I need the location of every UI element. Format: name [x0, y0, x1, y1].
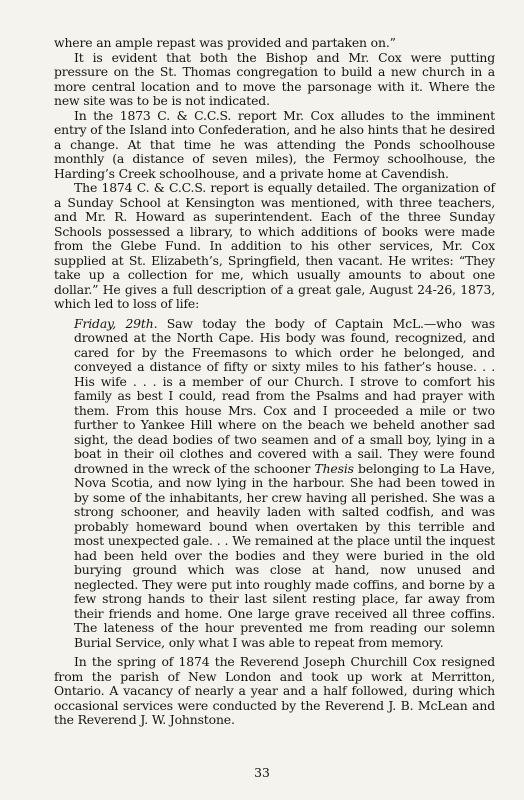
ship-name: Thesis: [314, 460, 354, 476]
paragraph-1873-report: In the 1873 C. & C.C.S. report Mr. Cox alludes to the imminent entry of the Island into Confederation, and he also hints that he desired a change. At that time he was attending the Ponds schoolhouse monthly (a distance of seven miles), the Fermoy schoolhouse, the Harding’s Creek schoolhouse, and a private home at Cavendish.: [54, 107, 495, 181]
quote-text-part2: belonging to La Have, Nova Scotia, and now lying in the harbour. She had been towed in by some of the inhabitants, her crew having all perished. She was a strong schooner, and heavily laden with salted codfish, and was probably homeward bound when overtaken by this terrible and most unexpected gale. . . We remained at the place until the inquest had been held over the bodies and they were buried in the old burying ground which was close at hand, now unused and neglected. They were put into roughly made coffins, and borne by a few strong hands to their last silent resting place, far away from their friends and home. One large grave received all three coffins. The lateness of the hour prevented me from reading our solemn Burial Service, only what I was able to repeat from memory.: [74, 460, 495, 650]
paragraph-church-location: It is evident that both the Bishop and Mr. Cox were putting pressure on the St. Thomas congregation to build a new church in a more central location and to move the parsonage with it. Where the new site was to be is not indicated.: [54, 49, 495, 108]
page-number: 33: [254, 765, 270, 780]
quote-text-part1: Saw today the body of Captain McL.—who was drowned at the North Cape. His body was found, recognized, and cared for by the Freemasons to which order he belonged, and conveyed a distance of fifty or sixty miles to his father’s house. . . His wife . . . is a member of our Church. I strove to comfort his family as best I could, read from the Psalms and had prayer with them. From this house Mrs. Cox and I proceeded a mile or two further to Yankee Hill where on the beach we beheld another sad sight, the dead bodies of two seamen and of a small boy, lying in a boat in their oil clothes and covered with a sail. They were found drowned in the wreck of the schooner: [74, 315, 495, 476]
body-text: [54, 36, 495, 728]
paragraph-continuation: where an ample repast was provided and partaken on.”: [54, 35, 396, 50]
paragraph-1874-report: The 1874 C. & C.C.S. report is equally detailed. The organization of a Sunday School at Kensington was mentioned, with three teachers, and Mr. R. Howard as superintendent. Each of the three Sunday Schools possessed a library, to which additions of books were made from the Glebe Fund. In addition to his other services, Mr. Cox supplied at St. Elizabeth’s, Springfield, then vacant. He writes: “They take up a collection for me, which usually amounts to about one dollar.” He gives a full description of a great gale, August 24-26, 1873, which led to loss of life:: [54, 180, 495, 311]
block-quote-gale: [74, 317, 495, 651]
paragraph-resignation: In the spring of 1874 the Reverend Joseph Churchill Cox resigned from the parish of New London and took up work at Merritton, Ontario. A vacancy of nearly a year and a half followed, during which occasional services were conducted by the Reverend J. B. McLean and the Reverend J. W. Johnstone.: [54, 654, 495, 727]
quote-date: Friday, 29th.: [74, 315, 158, 331]
